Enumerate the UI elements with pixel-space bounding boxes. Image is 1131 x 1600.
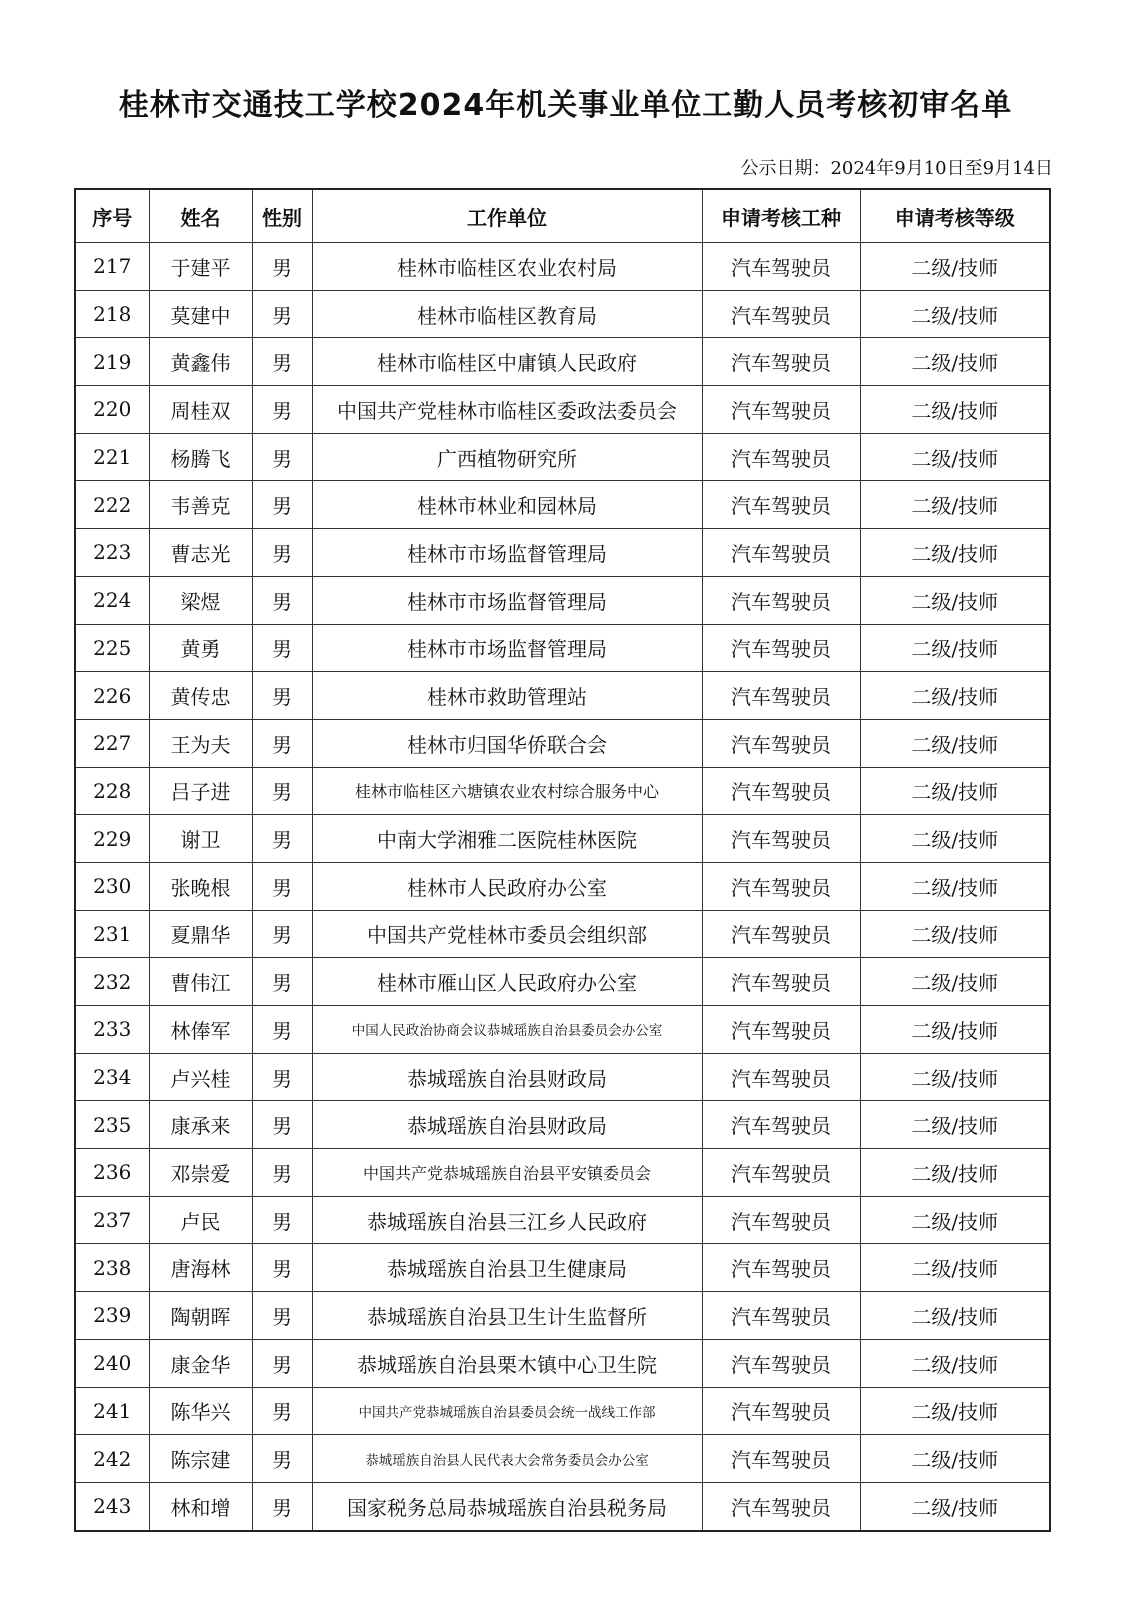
cell-name: 唐海林	[149, 1244, 252, 1292]
cell-level: 二级/技师	[860, 1101, 1050, 1149]
cell-level: 二级/技师	[860, 672, 1050, 720]
cell-gender: 男	[252, 243, 312, 291]
table-row	[75, 624, 1050, 672]
cell-level: 二级/技师	[860, 1482, 1050, 1530]
cell-trade: 汽车驾驶员	[702, 1101, 860, 1149]
table-row	[75, 1149, 1050, 1197]
cell-gender: 男	[252, 1435, 312, 1483]
cell-unit: 恭城瑶族自治县人民代表大会常务委员会办公室	[312, 1435, 702, 1483]
cell-serial: 231	[75, 910, 149, 958]
table-row	[75, 433, 1050, 481]
cell-level: 二级/技师	[860, 910, 1050, 958]
document-title: 桂林市交通技工学校2024年机关事业单位工勤人员考核初审名单	[118, 88, 1013, 123]
cell-gender: 男	[252, 290, 312, 338]
header-unit: 工作单位	[312, 189, 702, 243]
table-row	[75, 1053, 1050, 1101]
cell-trade: 汽车驾驶员	[702, 672, 860, 720]
cell-serial: 234	[75, 1053, 149, 1101]
cell-level: 二级/技师	[860, 958, 1050, 1006]
cell-trade: 汽车驾驶员	[702, 719, 860, 767]
cell-serial: 240	[75, 1339, 149, 1387]
cell-unit: 中国人民政治协商会议恭城瑶族自治县委员会办公室	[312, 1006, 702, 1054]
cell-serial: 232	[75, 958, 149, 1006]
cell-unit: 桂林市临桂区教育局	[312, 290, 702, 338]
cell-trade: 汽车驾驶员	[702, 386, 860, 434]
cell-serial: 219	[75, 338, 149, 386]
cell-trade: 汽车驾驶员	[702, 1196, 860, 1244]
cell-serial: 229	[75, 815, 149, 863]
cell-name: 陈宗建	[149, 1435, 252, 1483]
cell-name: 谢卫	[149, 815, 252, 863]
cell-unit: 恭城瑶族自治县卫生计生监督所	[312, 1292, 702, 1340]
cell-gender: 男	[252, 719, 312, 767]
cell-trade: 汽车驾驶员	[702, 433, 860, 481]
table-row	[75, 576, 1050, 624]
cell-gender: 男	[252, 862, 312, 910]
cell-name: 卢民	[149, 1196, 252, 1244]
cell-unit: 恭城瑶族自治县栗木镇中心卫生院	[312, 1339, 702, 1387]
header-trade: 申请考核工种	[702, 189, 860, 243]
cell-gender: 男	[252, 1006, 312, 1054]
cell-level: 二级/技师	[860, 290, 1050, 338]
header-name: 姓名	[149, 189, 252, 243]
table-row	[75, 1292, 1050, 1340]
cell-unit: 桂林市救助管理站	[312, 672, 702, 720]
cell-unit: 国家税务总局恭城瑶族自治县税务局	[312, 1482, 702, 1530]
cell-name: 曹伟江	[149, 958, 252, 1006]
cell-serial: 223	[75, 529, 149, 577]
cell-name: 吕子进	[149, 767, 252, 815]
cell-serial: 243	[75, 1482, 149, 1530]
cell-level: 二级/技师	[860, 433, 1050, 481]
cell-trade: 汽车驾驶员	[702, 529, 860, 577]
cell-level: 二级/技师	[860, 1435, 1050, 1483]
table-row	[75, 243, 1050, 291]
table-row	[75, 767, 1050, 815]
cell-gender: 男	[252, 958, 312, 1006]
cell-name: 周桂双	[149, 386, 252, 434]
cell-unit: 恭城瑶族自治县财政局	[312, 1101, 702, 1149]
cell-level: 二级/技师	[860, 1006, 1050, 1054]
cell-serial: 241	[75, 1387, 149, 1435]
cell-serial: 221	[75, 433, 149, 481]
cell-serial: 236	[75, 1149, 149, 1197]
cell-gender: 男	[252, 624, 312, 672]
cell-gender: 男	[252, 481, 312, 529]
cell-serial: 233	[75, 1006, 149, 1054]
cell-gender: 男	[252, 672, 312, 720]
cell-name: 邓崇爱	[149, 1149, 252, 1197]
cell-level: 二级/技师	[860, 386, 1050, 434]
cell-gender: 男	[252, 1244, 312, 1292]
header-serial: 序号	[75, 189, 149, 243]
cell-gender: 男	[252, 1482, 312, 1530]
cell-gender: 男	[252, 1053, 312, 1101]
table-row	[75, 672, 1050, 720]
table-row	[75, 1006, 1050, 1054]
cell-level: 二级/技师	[860, 338, 1050, 386]
cell-unit: 桂林市临桂区六塘镇农业农村综合服务中心	[312, 767, 702, 815]
cell-level: 二级/技师	[860, 862, 1050, 910]
cell-serial: 225	[75, 624, 149, 672]
table-row	[75, 958, 1050, 1006]
cell-unit: 恭城瑶族自治县卫生健康局	[312, 1244, 702, 1292]
cell-name: 夏鼎华	[149, 910, 252, 958]
cell-trade: 汽车驾驶员	[702, 481, 860, 529]
cell-unit: 桂林市林业和园林局	[312, 481, 702, 529]
cell-serial: 224	[75, 576, 149, 624]
cell-name: 康金华	[149, 1339, 252, 1387]
cell-serial: 238	[75, 1244, 149, 1292]
cell-trade: 汽车驾驶员	[702, 767, 860, 815]
cell-level: 二级/技师	[860, 1387, 1050, 1435]
cell-level: 二级/技师	[860, 767, 1050, 815]
cell-trade: 汽车驾驶员	[702, 1387, 860, 1435]
cell-trade: 汽车驾驶员	[702, 243, 860, 291]
cell-level: 二级/技师	[860, 481, 1050, 529]
cell-serial: 218	[75, 290, 149, 338]
cell-level: 二级/技师	[860, 719, 1050, 767]
header-gender: 性别	[252, 189, 312, 243]
cell-name: 林和增	[149, 1482, 252, 1530]
cell-level: 二级/技师	[860, 624, 1050, 672]
cell-gender: 男	[252, 767, 312, 815]
cell-name: 杨腾飞	[149, 433, 252, 481]
table-row	[75, 1101, 1050, 1149]
cell-unit: 桂林市市场监督管理局	[312, 624, 702, 672]
cell-unit: 桂林市临桂区中庸镇人民政府	[312, 338, 702, 386]
cell-serial: 227	[75, 719, 149, 767]
cell-unit: 桂林市市场监督管理局	[312, 529, 702, 577]
cell-unit: 桂林市市场监督管理局	[312, 576, 702, 624]
cell-unit: 中南大学湘雅二医院桂林医院	[312, 815, 702, 863]
cell-name: 梁煜	[149, 576, 252, 624]
table-body	[75, 243, 1050, 1531]
cell-trade: 汽车驾驶员	[702, 910, 860, 958]
table-row	[75, 1196, 1050, 1244]
cell-gender: 男	[252, 1339, 312, 1387]
table-row	[75, 1244, 1050, 1292]
roster-table	[74, 188, 1051, 1532]
cell-name: 卢兴桂	[149, 1053, 252, 1101]
cell-serial: 220	[75, 386, 149, 434]
cell-name: 陶朝晖	[149, 1292, 252, 1340]
cell-serial: 242	[75, 1435, 149, 1483]
table-row	[75, 290, 1050, 338]
table-row	[75, 1435, 1050, 1483]
cell-level: 二级/技师	[860, 243, 1050, 291]
cell-serial: 230	[75, 862, 149, 910]
cell-gender: 男	[252, 338, 312, 386]
cell-trade: 汽车驾驶员	[702, 1053, 860, 1101]
cell-level: 二级/技师	[860, 576, 1050, 624]
table-header	[75, 189, 1050, 243]
cell-gender: 男	[252, 815, 312, 863]
cell-gender: 男	[252, 386, 312, 434]
cell-trade: 汽车驾驶员	[702, 576, 860, 624]
cell-trade: 汽车驾驶员	[702, 1292, 860, 1340]
cell-trade: 汽车驾驶员	[702, 624, 860, 672]
cell-serial: 228	[75, 767, 149, 815]
cell-trade: 汽车驾驶员	[702, 815, 860, 863]
table-row	[75, 719, 1050, 767]
cell-trade: 汽车驾驶员	[702, 958, 860, 1006]
table-row	[75, 1339, 1050, 1387]
cell-level: 二级/技师	[860, 815, 1050, 863]
table-row	[75, 1482, 1050, 1530]
table-row	[75, 481, 1050, 529]
cell-name: 陈华兴	[149, 1387, 252, 1435]
cell-name: 张晚根	[149, 862, 252, 910]
cell-name: 黄鑫伟	[149, 338, 252, 386]
table-row	[75, 529, 1050, 577]
header-level: 申请考核等级	[860, 189, 1050, 243]
cell-unit: 桂林市临桂区农业农村局	[312, 243, 702, 291]
cell-gender: 男	[252, 1149, 312, 1197]
cell-name: 黄勇	[149, 624, 252, 672]
cell-unit: 中国共产党恭城瑶族自治县平安镇委员会	[312, 1149, 702, 1197]
cell-unit: 中国共产党桂林市委员会组织部	[312, 910, 702, 958]
cell-unit: 广西植物研究所	[312, 433, 702, 481]
cell-serial: 239	[75, 1292, 149, 1340]
cell-unit: 桂林市雁山区人民政府办公室	[312, 958, 702, 1006]
notice-date: 公示日期：2024年9月10日至9月14日	[740, 158, 1053, 179]
cell-trade: 汽车驾驶员	[702, 338, 860, 386]
cell-gender: 男	[252, 433, 312, 481]
cell-serial: 235	[75, 1101, 149, 1149]
cell-level: 二级/技师	[860, 1196, 1050, 1244]
cell-name: 黄传忠	[149, 672, 252, 720]
table-row	[75, 386, 1050, 434]
cell-level: 二级/技师	[860, 1292, 1050, 1340]
cell-gender: 男	[252, 1387, 312, 1435]
table-row	[75, 862, 1050, 910]
table-row	[75, 1387, 1050, 1435]
cell-trade: 汽车驾驶员	[702, 1006, 860, 1054]
cell-level: 二级/技师	[860, 1339, 1050, 1387]
cell-name: 于建平	[149, 243, 252, 291]
table-row	[75, 910, 1050, 958]
cell-gender: 男	[252, 910, 312, 958]
table-row	[75, 338, 1050, 386]
cell-gender: 男	[252, 1196, 312, 1244]
cell-level: 二级/技师	[860, 529, 1050, 577]
cell-level: 二级/技师	[860, 1244, 1050, 1292]
cell-name: 韦善克	[149, 481, 252, 529]
cell-gender: 男	[252, 576, 312, 624]
cell-name: 曹志光	[149, 529, 252, 577]
cell-trade: 汽车驾驶员	[702, 290, 860, 338]
cell-level: 二级/技师	[860, 1149, 1050, 1197]
cell-unit: 中国共产党桂林市临桂区委政法委员会	[312, 386, 702, 434]
cell-trade: 汽车驾驶员	[702, 1435, 860, 1483]
cell-serial: 222	[75, 481, 149, 529]
cell-gender: 男	[252, 529, 312, 577]
table-row	[75, 815, 1050, 863]
cell-trade: 汽车驾驶员	[702, 1149, 860, 1197]
cell-unit: 恭城瑶族自治县三江乡人民政府	[312, 1196, 702, 1244]
cell-serial: 237	[75, 1196, 149, 1244]
cell-gender: 男	[252, 1101, 312, 1149]
cell-unit: 桂林市归国华侨联合会	[312, 719, 702, 767]
cell-level: 二级/技师	[860, 1053, 1050, 1101]
cell-name: 王为夫	[149, 719, 252, 767]
cell-trade: 汽车驾驶员	[702, 1339, 860, 1387]
cell-gender: 男	[252, 1292, 312, 1340]
cell-name: 林俸军	[149, 1006, 252, 1054]
cell-serial: 217	[75, 243, 149, 291]
cell-serial: 226	[75, 672, 149, 720]
cell-name: 莫建中	[149, 290, 252, 338]
cell-name: 康承来	[149, 1101, 252, 1149]
cell-trade: 汽车驾驶员	[702, 1244, 860, 1292]
cell-unit: 桂林市人民政府办公室	[312, 862, 702, 910]
cell-unit: 恭城瑶族自治县财政局	[312, 1053, 702, 1101]
cell-trade: 汽车驾驶员	[702, 862, 860, 910]
cell-trade: 汽车驾驶员	[702, 1482, 860, 1530]
cell-unit: 中国共产党恭城瑶族自治县委员会统一战线工作部	[312, 1387, 702, 1435]
